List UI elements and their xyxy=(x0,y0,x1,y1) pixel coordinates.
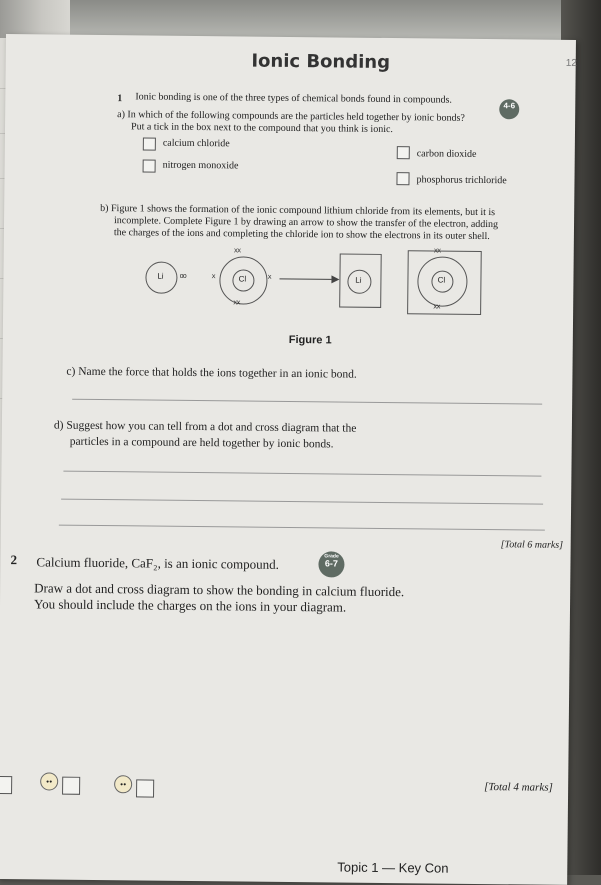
worried-face-icon: •• xyxy=(40,772,58,790)
q1-total: [Total 6 marks] xyxy=(500,539,564,551)
cl-electron-crosses: x xyxy=(267,272,271,281)
q2-text: Calcium fluoride, CaF₂, is an ionic compound. xyxy=(36,554,280,572)
tick-box-calcium-chloride[interactable] xyxy=(143,137,156,150)
q1a-text: a) In which of the following compounds are the particles held together by ionic bonds? xyxy=(117,109,465,124)
tick-box-carbon-dioxide[interactable] xyxy=(397,146,410,159)
q1d-text: d) Suggest how you can tell from a dot and cross diagram that the xyxy=(53,419,357,435)
answer-line[interactable] xyxy=(72,399,542,405)
answer-line[interactable] xyxy=(59,525,545,531)
figure-caption: Figure 1 xyxy=(288,333,332,347)
cl-ion-electrons: xx xyxy=(433,302,440,311)
q1c-text: c) Name the force that holds the ions together in an ionic bond. xyxy=(66,365,357,381)
cl-ion-electrons: xx xyxy=(433,246,441,255)
li-ion-label: Li xyxy=(355,275,362,285)
tick-box-nitrogen-monoxide[interactable] xyxy=(143,159,156,172)
page-title: Ionic Bonding xyxy=(251,50,391,74)
cl-label: Cl xyxy=(238,274,247,284)
cl-electron-crosses: x xyxy=(211,272,215,281)
option-label: nitrogen monoxide xyxy=(162,159,239,172)
self-assessment-box[interactable] xyxy=(136,779,154,797)
option-label: carbon dioxide xyxy=(416,148,477,160)
neutral-face-icon: •• xyxy=(114,775,132,793)
option-label: calcium chloride xyxy=(162,137,230,150)
cl-electron-crosses: xx xyxy=(233,246,241,255)
q2-total: [Total 4 marks] xyxy=(484,781,553,794)
li-label: Li xyxy=(157,271,164,281)
reaction-arrow xyxy=(279,273,339,286)
q1b-text: b) Figure 1 shows the formation of the ionic compound lithium chloride from its elements, but it is xyxy=(100,202,496,219)
cl-ion-label: Cl xyxy=(437,275,446,285)
grade-badge: Grade 6-7 xyxy=(318,551,344,577)
q1a-instruction: Put a tick in the box next to the compound that you think is ionic. xyxy=(130,121,394,136)
q2-instruction: Draw a dot and cross diagram to show the bonding in calcium fluoride. xyxy=(34,580,405,600)
tick-box-phosphorus-trichloride[interactable] xyxy=(396,172,409,185)
q1d-text: particles in a compound are held together by ionic bonds. xyxy=(69,435,334,451)
grade-badge: 4-6 xyxy=(499,99,519,119)
footer-topic: Topic 1 — Key Con xyxy=(337,859,449,876)
answer-line[interactable] xyxy=(63,471,541,477)
li-electron-dots: oo xyxy=(179,271,186,280)
self-assessment-box[interactable] xyxy=(0,776,12,794)
page-number: 12 xyxy=(565,57,577,69)
answer-line[interactable] xyxy=(61,499,543,505)
q1b-text: the charges of the ions and completing the chloride ion to show the electrons in its outer shell. xyxy=(113,227,490,243)
question-number: 1 xyxy=(117,93,123,105)
self-assessment-box[interactable] xyxy=(62,777,80,795)
cl-electron-crosses: xx xyxy=(233,298,240,307)
question-number: 2 xyxy=(10,552,18,568)
q1-intro: Ionic bonding is one of the three types of chemical bonds found in compounds. xyxy=(135,91,452,106)
worksheet-page xyxy=(0,34,576,885)
q2-instruction: You should include the charges on the ions in your diagram. xyxy=(33,596,347,615)
option-label: phosphorus trichloride xyxy=(416,174,507,187)
q1b-text: incomplete. Complete Figure 1 by drawing an arrow to show the transfer of the electron, adding xyxy=(113,215,499,231)
